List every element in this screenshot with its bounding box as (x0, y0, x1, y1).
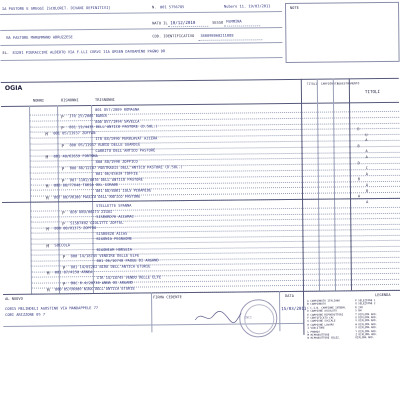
dam-entry: BIGONIA PEGNAONE (96, 236, 132, 242)
dam-entry: BIGONIAM HORSEIA (96, 247, 133, 253)
legend-item: F CERTIFICATO CAC (307, 316, 334, 320)
legend-item: W DIPLOMA ADD. (355, 322, 378, 327)
legend-item: P SELEZIONE 1 (355, 299, 376, 303)
sex-value: FEMMINA (226, 19, 242, 24)
legend-item: L PREMIO (307, 330, 320, 334)
official-stamp (239, 299, 277, 337)
dam-entry: SOCCOLA (54, 242, 71, 247)
legend-item: B CAMPIONATO (307, 302, 326, 307)
divider (198, 39, 262, 41)
dam-entry: ITR 14/18745 VENDO DELLE ELFE (96, 274, 162, 280)
divider (1, 57, 283, 61)
sire-entry: CARRITO DELL'ANTICO PASTORE (95, 147, 156, 153)
dam-role: M (46, 242, 50, 249)
divider (0, 11, 282, 15)
divider (0, 42, 282, 46)
legend-title: LEGENDA (375, 292, 391, 298)
sire-entry: 800 88/1990 ZOPPICO (95, 159, 138, 165)
sire-role: M (45, 131, 48, 137)
header-right-code: Nubero 11. 19/03/2011 (223, 4, 271, 9)
sire-role: M (45, 195, 49, 201)
dam-entry: 801 06/10740 PAOGE DI ARGAND (96, 258, 159, 264)
title-mark: A (365, 138, 368, 143)
sire-entry: DOT 80/90100 PAGGIO DELL'ANTICO PASTORE (53, 194, 141, 200)
sire-entry: ITR 25/2005 BAREA (69, 113, 107, 119)
title-mark: A (357, 194, 361, 199)
doc-number-label: N. (152, 5, 157, 10)
dam-entry: STELLETTE SPANNA (96, 203, 132, 209)
doc-number: 001 5756785 (160, 5, 185, 10)
signature-label: FIRMA CEDENTE (153, 295, 182, 300)
notes-box (285, 2, 400, 63)
sex-label: SESSO (212, 20, 224, 25)
legend-item: A CAMPIONATO ITALIANO (307, 299, 340, 303)
date-value: 15/03/2011 (281, 305, 307, 312)
legend-item: Z DIPLOMA ADD. (355, 333, 378, 337)
dam-entry: 800 05/06900 NIRA DELL'ANTICA ETURIE (54, 286, 135, 291)
legend-item: E CAMPIONE RIPRODUTTORI (307, 313, 344, 317)
sire-entry: 808 88/77640 TOBIA DEL GIRABE (53, 183, 119, 188)
title-mark: D (357, 127, 360, 132)
legend-item: X DIPLOMA ADD. (355, 326, 378, 330)
legend-item: M RIPRODUTTORE (307, 333, 330, 337)
sire-entry: 001 857/2009 ROMAGNA (95, 107, 140, 113)
legend-item: Q SELEZIONE 2 (355, 302, 376, 306)
legend-item: DIPLOMA ADD. (355, 336, 375, 340)
dam-role: P (62, 264, 66, 270)
column-great-great-grandparents: TRISNONNI (94, 97, 115, 103)
sire-role: P (61, 125, 64, 131)
sire-entry: 801 88/4001 IULS PIRAMIDE (95, 188, 152, 194)
divider (279, 291, 280, 331)
sire-entry: 001 40/63659 FORTONA (53, 154, 98, 159)
legend-item: R IPO (355, 306, 364, 310)
dam-entry: 800 08/01375 ZOPTEO (54, 226, 97, 231)
legend-item: I VINCITORE (307, 326, 325, 330)
legend-item: U DIPLOMA ADD. (355, 316, 378, 320)
signature-scribble (193, 307, 243, 326)
dam-role: M (46, 286, 50, 293)
right-column-2: CAMPIONATI (320, 81, 339, 86)
dam-role: P (62, 281, 66, 287)
title-mark: A (365, 149, 368, 154)
cod-ident-label: COD. IDENTIFICATIVO (152, 33, 195, 39)
legend-item: N RIPRODUTTORE SELEZ. (307, 336, 341, 341)
divider (303, 291, 304, 335)
sire-entry: 001 06/45639 TOFFIE (95, 171, 138, 176)
divider (0, 27, 282, 31)
title-mark: B (357, 144, 360, 149)
legend-item: S BH (355, 309, 362, 313)
dam-entry: 8DB 880/00273 ZIGAI (70, 209, 113, 214)
sire-entry: DOT 1102/8070 DELL'ANTICO PASTORE (69, 177, 143, 182)
column-grandparents: NONNI (32, 98, 45, 103)
dam-entry: SISB7402 GIULITTI ZOFTEL (70, 220, 124, 225)
dam-role: M (46, 226, 49, 232)
sire-entry: 800 05/11937 RUBIO DELLE GUARDIE (69, 142, 141, 148)
born-value: 10/12/2010 (170, 19, 196, 26)
owner-label: EL. (2, 50, 10, 55)
title-mark: D (357, 160, 360, 165)
cod-ident-value: 380098060211088 (200, 33, 234, 38)
sire-entry: 801 11/4435 DELL'ANTICO PASTORE (D.50L.) (69, 124, 158, 130)
owner-line: 83201 PIERACCINI ALBERTO VIA F.LLI CERVI 11A ORSEN DAVOAMINO PAGNO DR (12, 49, 166, 55)
new-owner-line1: COBIS MELINDELI AGOSTINO VIA MANDAPPELE 77 (5, 305, 99, 311)
pedigree-document (0, 2, 400, 366)
right-column-3: ADDESTRAMENTO (336, 81, 360, 86)
legend-item: G CAMPIONE SOCIALE (307, 319, 336, 324)
dam-entry: SISB0420 AICAS (96, 231, 128, 236)
new-owner-label: AL NUOVO (5, 296, 23, 301)
born-label: NATO IL (152, 21, 168, 26)
date-label: DATA (285, 293, 294, 299)
column-great-grandparents: BISNONNI (60, 98, 79, 103)
dam-entry: 001 07/4150 ARNEA (54, 270, 93, 275)
legend-item: T DIPLOMA ADD. (355, 312, 378, 316)
dam-role: P (62, 253, 66, 259)
dam-role: P (62, 220, 65, 226)
divider (301, 79, 304, 291)
divider (333, 79, 336, 291)
section-title: OGIA (4, 84, 23, 92)
divider (317, 79, 320, 291)
title-mark: A (365, 183, 369, 188)
dam-entry: BOC 0.4/20730 ANNA DE ARGAND (70, 280, 133, 286)
sire-role: P (61, 114, 64, 120)
title-mark: C (365, 166, 368, 171)
title-mark: B (357, 177, 361, 182)
right-title: TITOLI (364, 89, 381, 95)
sire-entry: 001 05/11937 ZOFFAN (53, 131, 96, 136)
sire-entry: ITR 88/1990 PERBLAVAT AJIERA (95, 136, 158, 142)
title-mark: B (365, 188, 369, 193)
sire-role: M (45, 183, 49, 189)
dam-role: P (62, 209, 65, 215)
new-owner-line2: COBI ARIZZONE 05 7 (5, 312, 46, 317)
sire-role: M (45, 154, 49, 160)
sire-role: P (61, 166, 65, 172)
title-mark: A (365, 171, 369, 176)
legend-item: H CAMPIONE LAVORO (307, 323, 334, 327)
legend-item: V DIPLOMA ADD. (355, 319, 378, 323)
divider (349, 78, 352, 290)
dam-role: M (46, 270, 50, 276)
legend-item: Y DIPLOMA ADD. (355, 329, 378, 333)
legend-item: C C.I.B. CAMPIONE INTERN. (307, 306, 347, 310)
title-mark: U (365, 132, 368, 137)
right-column-1: TITOLI (306, 81, 318, 86)
dam-entry: 800 14/18745 VENDIRE DELLE ELFE (70, 253, 140, 258)
title-mark: A (365, 155, 368, 160)
legend-item: D CAMPIONE ASSOLUTO (307, 309, 337, 313)
sire-role: P (61, 177, 65, 183)
title-mark: A (366, 199, 369, 204)
sire-entry: BOO 88/12187 MOSTRADIS DELL'ANTICO PASTORE (D.50L.) (69, 165, 183, 171)
sire-role: P (61, 143, 65, 149)
breed-line: BA PASTORE MAREMMANO ABRUZZESE (6, 35, 73, 40)
dam-entry: 801 14/01262 NIRA DELL'ANTICA ETURIE (70, 263, 151, 269)
dam-entry: SISBARD76 ACCARAC (96, 214, 134, 220)
stamp-text: ENCI (244, 315, 252, 320)
header-line1: IA PASTORE E GREGGI [SCOLORIT. DIVANI DEFINITIVI] (2, 5, 111, 11)
sire-entry: 800 857/1994 SAVELLA (95, 119, 140, 124)
notes-label: NOTE (290, 5, 299, 10)
